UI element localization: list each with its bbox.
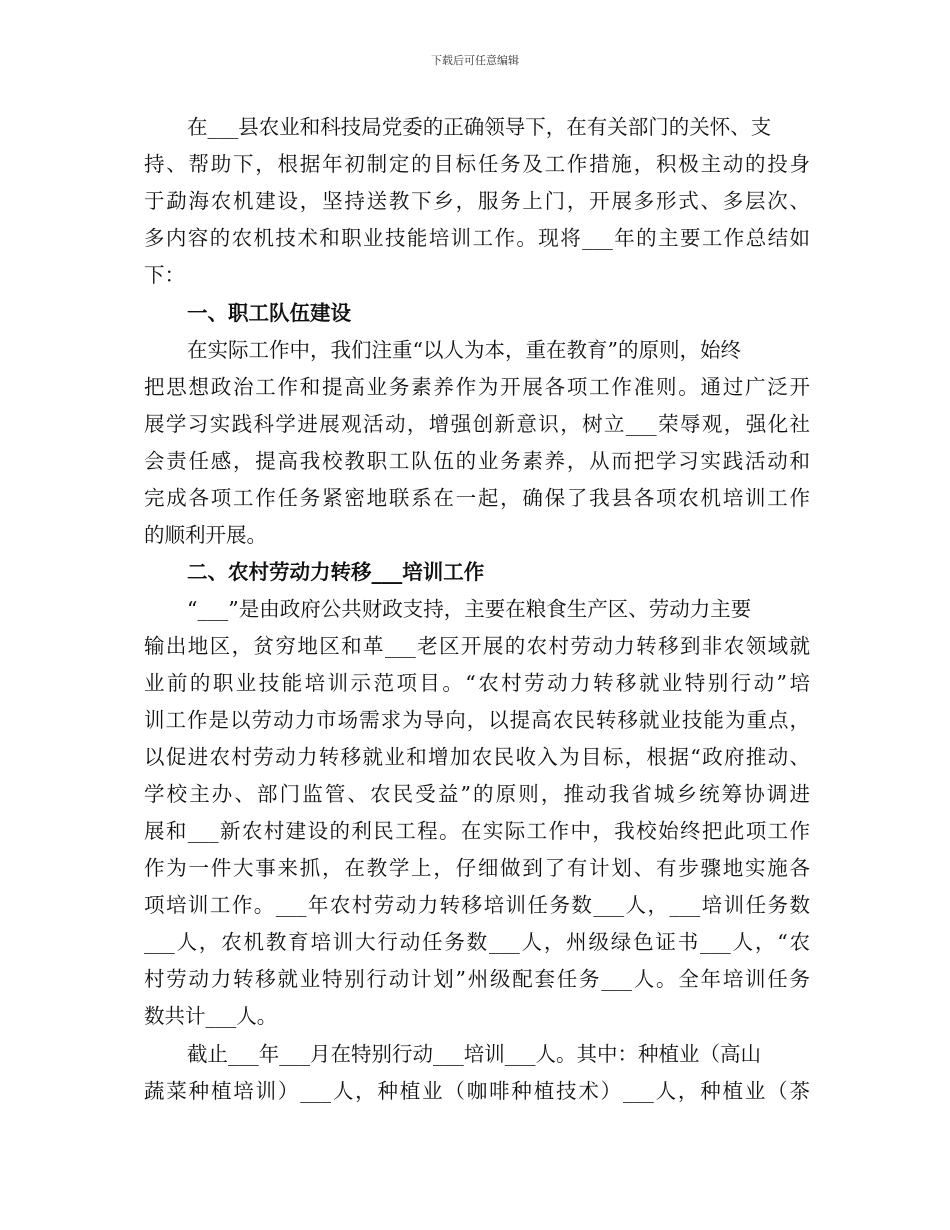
paragraph-line: 项培训工作。___年农村劳动力转移培训任务数___人，___培训任务数 <box>144 893 810 917</box>
page-header: 下载后可任意编辑 <box>431 54 519 67</box>
paragraph-line: 学校主办、部门监管、农民受益”的原则，推动我省城乡统筹协调进 <box>144 782 810 806</box>
paragraph-line: 数共计___人。 <box>144 1004 278 1028</box>
section-heading: 二、农村劳动力转移___培训工作 <box>187 560 485 584</box>
paragraph-line: 在___县农业和科技局党委的正确领导下，在有关部门的关怀、支 <box>187 115 772 139</box>
paragraph-line: 展和___新农村建设的利民工程。在实际工作中，我校始终把此项工作 <box>144 819 810 843</box>
paragraph-line: 下： <box>144 263 185 287</box>
paragraph-line: 输出地区，贫穷地区和革___老区开展的农村劳动力转移到非农领域就 <box>144 634 810 658</box>
paragraph-line: 持、帮助下，根据年初制定的目标任务及工作措施，积极主动的投身 <box>144 152 810 176</box>
paragraph-line: 以促进农村劳动力转移就业和增加农民收入为目标，根据“政府推动、 <box>144 745 810 769</box>
paragraph-line: ___人，农机教育培训大行动任务数___人，州级绿色证书___人，“农 <box>144 930 810 954</box>
paragraph-line: 的顺利开展。 <box>144 523 267 547</box>
paragraph-line: “___”是由政府公共财政支持，主要在粮食生产区、劳动力主要 <box>187 597 752 621</box>
paragraph-line: 蔬菜种植培训）___人，种植业（咖啡种植技术）___人，种植业（茶 <box>144 1079 810 1103</box>
paragraph-line: 作为一件大事来抓，在教学上，仔细做到了有计划、有步骤地实施各 <box>144 856 810 880</box>
paragraph-line: 把思想政治工作和提高业务素养作为开展各项工作准则。通过广泛开 <box>144 375 810 399</box>
paragraph-line: 会责任感，提高我校教职工队伍的业务素养，从而把学习实践活动和 <box>144 449 810 473</box>
paragraph-line: 完成各项工作任务紧密地联系在一起，确保了我县各项农机培训工作 <box>144 486 810 510</box>
paragraph-line: 多内容的农机技术和职业技能培训工作。现将___年的主要工作总结如 <box>144 226 810 250</box>
paragraph-line: 展学习实践科学进展观活动，增强创新意识，树立___荣辱观，强化社 <box>144 412 810 436</box>
section-heading: 一、职工队伍建设 <box>187 301 351 325</box>
paragraph-line: 在实际工作中，我们注重“以人为本，重在教育”的原则，始终 <box>187 338 741 362</box>
paragraph-line: 训工作是以劳动力市场需求为导向，以提高农民转移就业技能为重点， <box>144 708 810 732</box>
paragraph-line: 业前的职业技能培训示范项目。“农村劳动力转移就业特别行动”培 <box>144 671 810 695</box>
paragraph-line: 村劳动力转移就业特别行动计划”州级配套任务___人。全年培训任务 <box>144 967 810 991</box>
paragraph-line: 于勐海农机建设，坚持送教下乡，服务上门，开展多形式、多层次、 <box>144 189 810 213</box>
paragraph-line: 截止___年___月在特别行动___培训___人。其中：种植业（高山 <box>187 1042 761 1066</box>
